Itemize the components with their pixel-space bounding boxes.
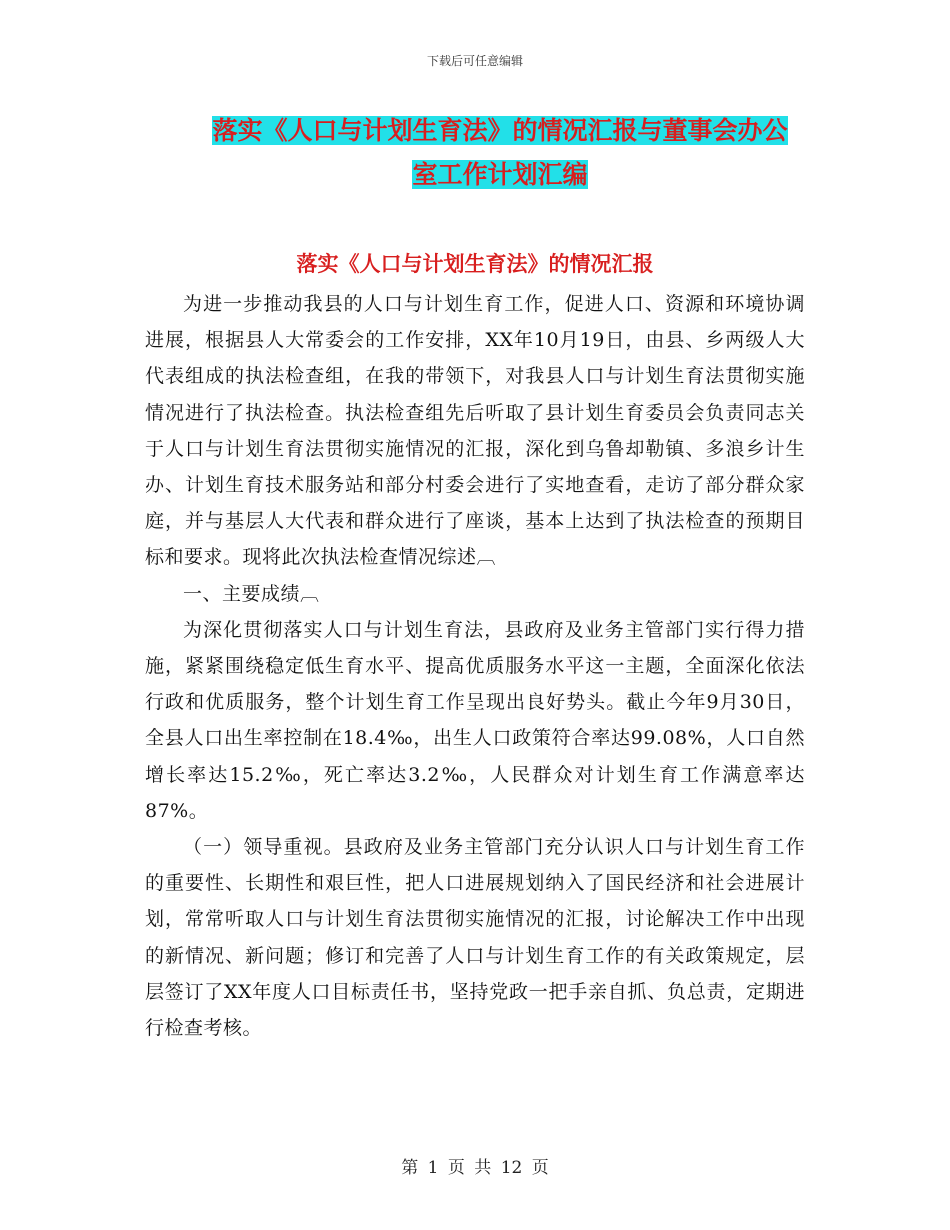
section-title: 落实《人口与计划生育法》的情况汇报 xyxy=(296,252,654,276)
page-header-note: 下载后可任意编辑 xyxy=(426,54,523,68)
document-title-line-2 xyxy=(140,151,860,199)
document-title-line-1 xyxy=(140,107,860,155)
paragraph-leadership: （一）领导重视。县政府及业务主管部门充分认识人口与计划生育工作的重要性、长期性和艰巨性，把人口进展规划纳入了国民经济和社会进展计划，常常听取人口与计划生育法贯彻实施情况的汇报，讨论解决工作中出现的新情况、新问题；修订和完善了人口与计划生育工作的有关政策规定，层层签订了XX年度人口目标责任书，坚持党政一把手亲自抓、负总责，定期进行检查考核。 xyxy=(145,836,805,1040)
page-number-footer: 第 1 页 共 12 页 xyxy=(401,1158,549,1178)
paragraph-intro: 为进一步推动我县的人口与计划生育工作，促进人口、资源和环境协调进展，根据县人大常委会的工作安排，XX年10月19日，由县、乡两级人大代表组成的执法检查组，在我的带领下，对我县人口与计划生育法贯彻实施情况进行了执法检查。执法检查组先后听取了县计划生育委员会负责同志关于人口与计划生育法贯彻实施情况的汇报，深化到乌鲁却勒镇、多浪乡计生办、计划生育技术服务站和部分村委会进行了实地查看，走访了部分群众家庭，并与基层人大代表和群众进行了座谈，基本上达到了执法检查的预期目标和要求。现将此次执法检查情况综述︹ xyxy=(145,293,805,569)
document-body xyxy=(145,286,805,1046)
document-title-text-1: 落实《人口与计划生育法》的情况汇报与董事会办公 xyxy=(212,116,788,145)
paragraph-heading-achievements: 一、主要成绩︹ xyxy=(183,582,320,605)
document-title-text-2: 室工作计划汇编 xyxy=(412,160,588,189)
paragraph-achievements: 为深化贯彻落实人口与计划生育法，县政府及业务主管部门实行得力措施，紧紧围绕稳定低生育水平、提高优质服务水平这一主题，全面深化依法行政和优质服务，整个计划生育工作呈现出良好势头。截止今年9月30日，全县人口出生率控制在18.4‰，出生人口政策符合率达99.08%，人口自然增长率达15.2‰，死亡率达3.2‰，人民群众对计划生育工作满意率达87%。 xyxy=(145,618,805,822)
